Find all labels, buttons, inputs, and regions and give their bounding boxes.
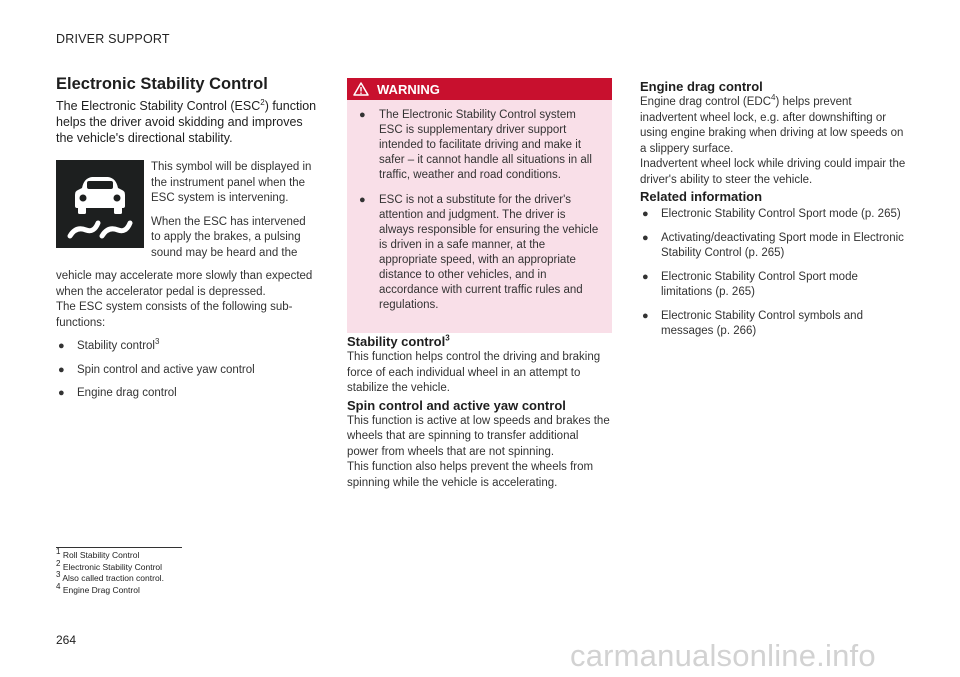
footnote: $^2$ Electronic Stability Control [56,558,163,572]
bullet-icon: ● [58,387,65,399]
footnotes [56,547,164,596]
bullet-icon: ● [642,208,649,220]
page-title: Electronic Stability Control [56,75,268,93]
warning-triangle-icon [353,82,369,96]
bullet-icon: ● [58,340,65,352]
related-link[interactable]: ● Electronic Stability Control Sport mode (p. 265) [640,207,908,223]
bullet-icon: ● [58,363,65,376]
footnote: $^3$ Also called traction control. [56,570,164,583]
list-item: ● Engine drag control [56,386,318,402]
related-link[interactable]: ● Activating/deactivating Sport mode in Electronic Stability Control (p. 265) [642,231,904,259]
bullet-icon: ● [642,270,649,283]
spin-control-heading: Spin control and active yaw control [347,397,566,413]
esc-symbol-row [56,160,318,269]
related-link[interactable]: ● Electronic Stability Control symbols and messages (p. 266) [642,309,863,337]
footnote: $^1$ Roll Stability Control [56,547,140,560]
spin-control-text-1: This function is active at low speeds and brakes the wheels that are spinning to transfer additional power from wheels that are not spinning. [347,414,610,458]
bullet-icon: ● [359,109,366,121]
spin-control-text-2: This function also helps prevent the wheels from spinning while the vehicle is accelerating. [347,461,594,489]
footnote: $^4$ Engine Drag Control [56,581,140,595]
consists-text: The ESC system consists of the following sub-functions: [56,301,293,329]
column-engine-drag [640,78,908,348]
stability-control-text: This function helps control the driving and braking force of each individual wheel in an attempt to stabilize the vehicle. [347,351,601,394]
column-esc-intro [56,74,318,410]
warning-label: WARNING [377,81,440,97]
footnote-divider [56,547,182,548]
related-links-list [640,207,908,340]
symbol-text-3: vehicle may accelerate more slowly than expected when the accelerator pedal is depressed. [56,270,313,298]
warning-list [357,108,600,313]
esc-symbol-description [151,160,318,269]
intro-text: The Electronic Stability Control (ESC$^2$) function helps the driver avoid skidding and improves the vehicle's directional stability. [56,97,317,145]
page-number: 264 [56,633,77,647]
engine-drag-text-1: Engine drag control (EDC$^4$) helps prevent inadvertent wheel lock, e.g. after downshifting or using engine braking when driving at low speeds on a slippery surface. [640,93,904,155]
list-item: ● ESC is not a substitute for the driver's attention and judgment. The driver is always responsible for ensuring the vehicle is driven in a safe manner, at the appropriate speed, with an appropriate distance to other vehicles, and in accordance with current traffic rules and regulations. [359,194,599,311]
related-link[interactable]: ● Electronic Stability Control Sport mode limitations (p. 265) [642,270,858,298]
engine-drag-text-2: Inadvertent wheel lock while driving could impair the driver's ability to steer the vehicle. [640,158,906,186]
symbol-text-2: When the ESC has intervened to apply the brakes, a pulsing sound may be heard and the [151,215,306,259]
stability-control-heading: Stability control$^3$ [347,333,450,349]
bullet-icon: ● [642,231,649,244]
esc-skid-car-icon [56,160,144,248]
warning-header [347,78,612,100]
bullet-icon: ● [359,194,366,206]
symbol-text-1: This symbol will be displayed in the instrument panel when the ESC system is intervening. [151,161,312,204]
list-item: ● Stability control$^3$ [56,339,318,355]
column-warning [347,78,612,491]
related-information-heading: Related information [640,189,763,204]
warning-body [347,100,612,333]
list-item: ● The Electronic Stability Control system ESC is supplementary driver support intended to facilitate driving and make it safer – it cannot handle all situations in all traffic, weather and road conditions. [359,109,592,181]
engine-drag-heading: Engine drag control [640,79,763,94]
list-item: ● Spin control and active yaw control [56,363,318,379]
bullet-icon: ● [642,309,649,322]
subfunction-list [56,339,318,402]
section-label: DRIVER SUPPORT [56,32,170,46]
watermark: carmanualsonline.info [570,638,876,673]
